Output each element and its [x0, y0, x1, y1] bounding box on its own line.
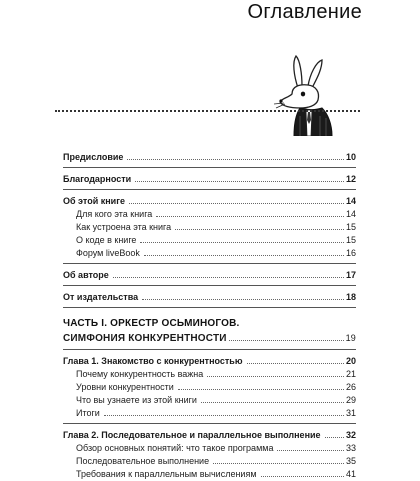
- toc-entry-title: Форум liveBook: [76, 248, 140, 258]
- toc-subentry[interactable]: [63, 394, 356, 407]
- dot-leader: [156, 216, 344, 217]
- toc-entry-title: Требования к параллельным вычислениям: [76, 469, 257, 479]
- toc-entry-chapter1[interactable]: [63, 355, 356, 368]
- toc-subentry[interactable]: [63, 221, 356, 234]
- toc-entry-part1[interactable]: [63, 331, 356, 346]
- dot-leader: [175, 229, 344, 230]
- dot-leader: [261, 476, 344, 477]
- dot-leader: [213, 463, 344, 464]
- table-of-contents: [63, 151, 356, 481]
- dot-leader: [135, 181, 344, 182]
- toc-entry-title: Почему конкурентность важна: [76, 369, 204, 379]
- toc-entry-preface[interactable]: [63, 151, 356, 164]
- separator: [63, 423, 356, 424]
- toc-subentry[interactable]: [63, 455, 356, 468]
- dot-leader: [144, 255, 344, 256]
- toc-entry-title: Последовательное выполнение: [76, 456, 210, 466]
- toc-subentry[interactable]: [63, 247, 356, 260]
- toc-entry-title: От издательства: [63, 292, 139, 302]
- toc-subentry[interactable]: [63, 368, 356, 381]
- toc-entry-page: 26: [345, 382, 356, 392]
- toc-entry-title: Для кого эта книга: [76, 209, 153, 219]
- toc-entry-title: О коде в книге: [76, 235, 137, 245]
- toc-entry-page: 15: [345, 222, 356, 232]
- toc-entry-page: 10: [345, 152, 356, 162]
- toc-entry-title: Обзор основных понятий: что такое программа: [76, 443, 274, 453]
- toc-entry-page: 21: [345, 369, 356, 379]
- toc-entry-page: 32: [345, 430, 356, 440]
- toc-subentry[interactable]: [63, 208, 356, 221]
- toc-entry-page: 19: [345, 333, 356, 343]
- toc-subentry[interactable]: [63, 442, 356, 455]
- dot-leader: [127, 159, 344, 160]
- toc-entry-title: Итоги: [76, 408, 100, 418]
- dot-leader: [325, 437, 344, 438]
- toc-entry-page: 12: [345, 174, 356, 184]
- dot-leader: [142, 299, 344, 300]
- separator: [63, 285, 356, 286]
- dot-leader: [229, 340, 344, 341]
- rabbit-mascot-illustration: [270, 54, 338, 136]
- toc-entry-page: 16: [345, 248, 356, 258]
- toc-entry-title: Глава 1. Знакомство с конкурентностью: [63, 356, 243, 366]
- toc-entry-page: 31: [345, 408, 356, 418]
- toc-entry-title: Уровни конкурентности: [76, 382, 174, 392]
- toc-entry-thanks[interactable]: [63, 173, 356, 186]
- toc-entry-page: 15: [345, 235, 356, 245]
- part-heading-line1: ЧАСТЬ I. ОРКЕСТР ОСЬМИНОГОВ.: [63, 318, 240, 329]
- toc-entry-page: 35: [345, 456, 356, 466]
- toc-entry-title: Благодарности: [63, 174, 132, 184]
- toc-entry-page: 14: [345, 196, 356, 206]
- toc-entry-page: 17: [345, 270, 356, 280]
- toc-entry-page: 33: [345, 443, 356, 453]
- dot-leader: [247, 363, 344, 364]
- toc-entry-chapter2[interactable]: [63, 429, 356, 442]
- toc-entry-about-book[interactable]: [63, 195, 356, 208]
- dot-leader: [113, 277, 344, 278]
- separator: [63, 307, 356, 308]
- toc-entry-page: 18: [345, 292, 356, 302]
- toc-subentry[interactable]: [63, 407, 356, 420]
- toc-subentry[interactable]: [63, 381, 356, 394]
- toc-entry-title: Об этой книге: [63, 196, 125, 206]
- dot-leader: [207, 376, 344, 377]
- toc-entry-title: Глава 2. Последовательное и параллельное выполнение: [63, 430, 321, 440]
- toc-entry-page: 20: [345, 356, 356, 366]
- toc-entry-title: Об авторе: [63, 270, 109, 280]
- toc-entry-publisher[interactable]: [63, 291, 356, 304]
- dot-leader: [277, 450, 344, 451]
- part-heading-line2: СИМФОНИЯ КОНКУРЕНТНОСТИ: [63, 333, 227, 344]
- separator: [63, 167, 356, 168]
- dot-leader: [201, 402, 344, 403]
- separator: [63, 349, 356, 350]
- toc-entry-title: Как устроена эта книга: [76, 222, 172, 232]
- dot-leader: [178, 389, 344, 390]
- decorative-dotted-line: [55, 110, 360, 112]
- toc-entry-title: Что вы узнаете из этой книги: [76, 395, 197, 405]
- dot-leader: [104, 415, 344, 416]
- dot-leader: [129, 203, 344, 204]
- toc-entry-page: 14: [345, 209, 356, 219]
- separator: [63, 189, 356, 190]
- toc-subentry[interactable]: [63, 234, 356, 247]
- page-title: Оглавление: [247, 1, 362, 23]
- toc-entry-page: 29: [345, 395, 356, 405]
- toc-subentry[interactable]: [63, 468, 356, 481]
- toc-entry-about-author[interactable]: [63, 269, 356, 282]
- toc-entry-page: 41: [345, 469, 356, 479]
- dot-leader: [140, 242, 344, 243]
- separator: [63, 263, 356, 264]
- toc-entry-title: Предисловие: [63, 152, 124, 162]
